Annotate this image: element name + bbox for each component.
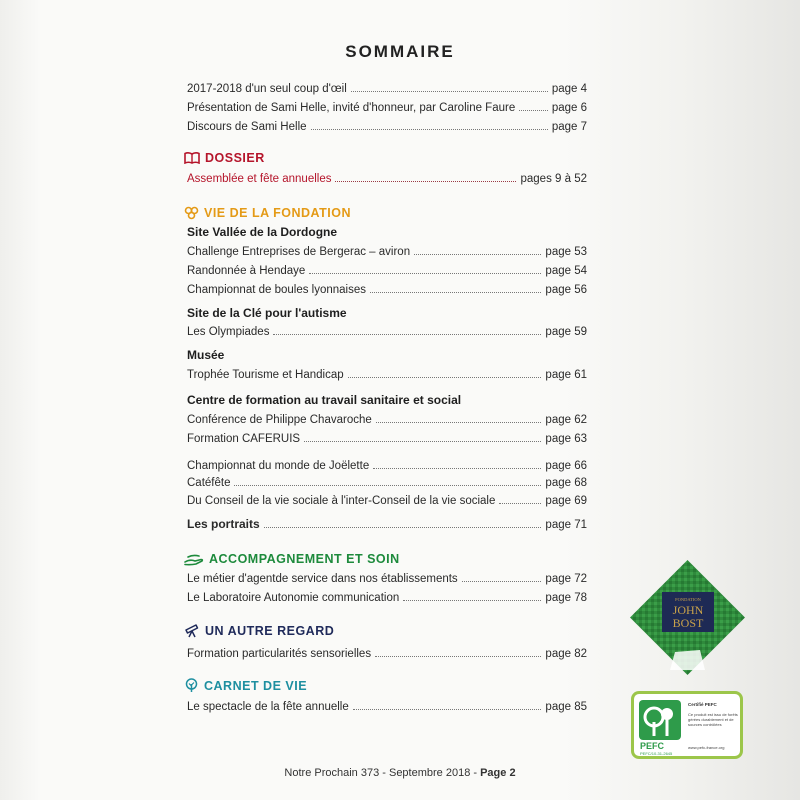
entry-title: Randonnée à Hendaye (187, 265, 306, 277)
leader-dots (273, 325, 541, 335)
toc-entry[interactable] (187, 101, 587, 116)
fondation-john-bost-logo (630, 560, 745, 675)
leader-dots (309, 264, 541, 274)
entry-page: page 68 (545, 477, 587, 489)
toc-entry[interactable] (187, 368, 587, 383)
entry-title: Formation particularités sensorielles (187, 648, 372, 660)
logo-text-john: JOHN (672, 603, 704, 617)
entry-page: page 69 (545, 495, 587, 507)
logo-text-bost: BOST (672, 616, 704, 630)
pefc-cert: Certifié PEFC (688, 702, 717, 707)
toc-entry[interactable] (187, 413, 587, 428)
entry-page: page 72 (545, 573, 587, 585)
entry-title: Challenge Entreprises de Bergerac – aviron (187, 246, 411, 258)
pefc-text: Ce produit est issu de forêts gérées durablement et de sources contrôlées (688, 712, 738, 727)
section-title: VIE DE LA FONDATION (204, 206, 351, 220)
toc-entry[interactable] (187, 700, 587, 715)
leader-dots (370, 283, 541, 293)
entry-page: page 85 (545, 701, 587, 713)
entry-title: 2017-2018 d'un seul coup d'œil (187, 83, 347, 95)
page-footer (0, 767, 800, 779)
entry-title: Discours de Sami Helle (187, 121, 307, 133)
entry-title: Les Olympiades (187, 326, 270, 338)
entry-page: page 54 (545, 265, 587, 277)
entry-page: page 59 (545, 326, 587, 338)
subsection-title: Site de la Clé pour l'autisme (187, 306, 347, 320)
logo-text-fondation: FONDATION (675, 597, 701, 602)
entry-page: page 6 (551, 102, 587, 114)
leader-dots (373, 459, 541, 469)
entry-page: page 82 (545, 648, 587, 660)
section-heading-dossier (184, 151, 265, 165)
leader-dots (403, 591, 541, 601)
hand-icon (184, 553, 204, 566)
leader-dots (376, 413, 542, 423)
flower-icon (184, 206, 199, 220)
entry-title: Trophée Tourisme et Handicap (187, 369, 344, 381)
entry-title: Championnat du monde de Joëlette (187, 460, 370, 472)
subsection-title: Musée (187, 348, 225, 362)
leader-dots (311, 120, 548, 130)
entry-title: Le métier d'agentde service dans nos établissements (187, 573, 458, 585)
entry-page: page 4 (551, 83, 587, 95)
toc-entry[interactable] (187, 82, 587, 97)
entry-page: page 62 (545, 414, 587, 426)
section-title: ACCOMPAGNEMENT ET SOIN (209, 552, 400, 566)
leader-dots (351, 82, 548, 92)
entry-page: page 71 (545, 519, 587, 531)
entry-page: page 63 (545, 433, 587, 445)
leader-dots (499, 494, 541, 504)
entry-page: page 7 (551, 121, 587, 133)
toc-entry[interactable] (187, 647, 587, 662)
entry-page: page 66 (545, 460, 587, 472)
entry-title: Les portraits (187, 517, 260, 531)
entry-title: Du Conseil de la vie sociale à l'inter-Conseil de la vie sociale (187, 495, 496, 507)
footer-text: Notre Prochain 373 - Septembre 2018 - (284, 767, 481, 779)
toc-entry[interactable] (187, 494, 587, 509)
pefc-tree-icon (639, 700, 681, 740)
toc-entry[interactable] (187, 283, 587, 298)
subsection-title: Site Vallée de la Dordogne (187, 225, 338, 239)
entry-title: Présentation de Sami Helle, invité d'honneur, par Caroline Faure (187, 102, 516, 114)
toc-entry[interactable] (187, 120, 587, 135)
page-title: SOMMAIRE (345, 42, 455, 61)
pefc-url: www.pefc-france.org (688, 745, 725, 750)
entry-page: page 56 (545, 284, 587, 296)
subsection-title: Centre de formation au travail sanitaire et social (187, 393, 462, 407)
entry-title: Conférence de Philippe Chavaroche (187, 414, 372, 426)
footer-page-number: Page 2 (480, 767, 516, 779)
toc-entry[interactable] (187, 172, 587, 187)
book-icon (184, 152, 200, 164)
toc-entry-portraits[interactable] (187, 517, 587, 533)
pefc-code: PEFC/10-31-2645 (640, 751, 673, 756)
toc-entry[interactable] (187, 572, 587, 587)
toc-entry[interactable] (187, 264, 587, 279)
entry-page: page 78 (545, 592, 587, 604)
entry-title: Catéfête (187, 477, 231, 489)
section-heading-carnet (184, 678, 307, 693)
entry-title: Le spectacle de la fête annuelle (187, 701, 349, 713)
toc-entry[interactable] (187, 591, 587, 606)
toc-entry[interactable] (187, 432, 587, 447)
leader-dots (304, 432, 541, 442)
toc-entry[interactable] (187, 245, 587, 260)
entry-page: pages 9 à 52 (520, 173, 587, 185)
toc-entry[interactable] (187, 476, 587, 491)
section-heading-regard (184, 623, 334, 638)
leader-dots (335, 172, 516, 182)
toc-entry[interactable] (187, 325, 587, 340)
leader-dots (348, 368, 542, 378)
toc-entry[interactable] (187, 459, 587, 474)
section-heading-accompagnement (184, 552, 400, 566)
entry-page: page 53 (545, 246, 587, 258)
tree-icon (184, 678, 199, 693)
pefc-brand: PEFC (640, 741, 665, 751)
entry-title: Formation CAFERUIS (187, 433, 301, 445)
entry-page: page 61 (545, 369, 587, 381)
entry-title: Assemblée et fête annuelles (187, 173, 332, 185)
pefc-certification-badge (631, 691, 743, 759)
logo-mark (630, 560, 745, 675)
section-title: DOSSIER (205, 151, 265, 165)
leader-dots (264, 518, 542, 528)
leader-dots (462, 572, 542, 582)
section-title: UN AUTRE REGARD (205, 623, 335, 638)
leader-dots (234, 476, 541, 486)
entry-title: Le Laboratoire Autonomie communication (187, 592, 400, 604)
entry-title: Championnat de boules lyonnaises (187, 284, 367, 296)
telescope-icon (184, 623, 200, 638)
leader-dots (375, 647, 541, 657)
leader-dots (353, 700, 542, 710)
leader-dots (519, 101, 548, 111)
section-heading-fondation (184, 206, 351, 220)
section-title: CARNET DE VIE (204, 678, 308, 693)
leader-dots (414, 245, 541, 255)
